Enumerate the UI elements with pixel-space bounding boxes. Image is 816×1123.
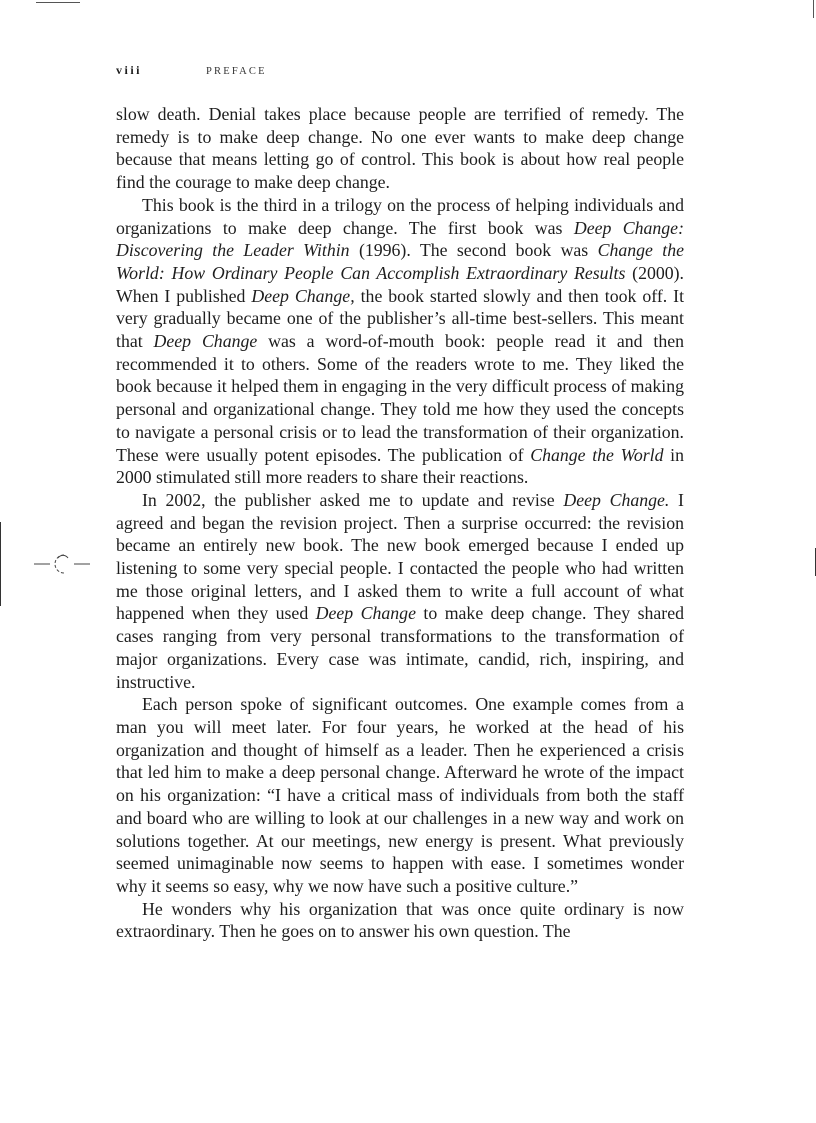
registration-mark-icon [34,550,90,578]
italic-title: Deep Change, [251,285,355,306]
text-run: (1996). The second book was [349,240,598,261]
italic-title: Deep Change: Discovering the Leader Within [116,217,685,261]
text-run: the book started slowly and then took off. It very gradually became one of the publisher’s all-time best-sellers. This meant that [116,285,685,352]
paragraph [116,693,684,897]
running-head [116,63,267,79]
section-title: PREFACE [206,66,267,77]
text-run: (2000). When I published [116,262,684,306]
italic-title: Deep Change [315,603,416,624]
italic-title: Deep Change. [563,489,670,510]
paragraph [116,194,684,489]
body-text [116,103,684,943]
text-run: Each person spoke of significant outcomes. One example comes from a man you will meet later. For four years, he worked at the head of his organization and thought of himself as a leader. Then he experienced a crisis that led him to make a deep personal change. Afterward he wrote of the impact on his organization: “I have a critical mass of individuals from both the staff and board who are willing to look at our challenges in a new way and work on solutions together. At our meetings, new energy is present. What previously seemed unimaginable now seems to happen with ease. I sometimes wonder why it seems so easy, why we now have such a positive culture.” [116,694,684,896]
crop-mark-right [813,0,814,18]
page-edge-left [0,522,1,606]
text-run: This book is the third in a trilogy on the process of helping individuals and organizations to make deep change. The first book was [116,194,684,238]
text-run: In 2002, the publisher asked me to update and revise [142,489,564,510]
text-run: slow death. Denial takes place because people are terrified of remedy. The remedy is to make deep change. No one ever wants to make deep change because that means letting go of control. This book is about how real people find the courage to make deep change. [116,104,684,193]
text-run: He wonders why his organization that was once quite ordinary is now extraordinary. Then he goes on to answer his own question. The [116,898,684,942]
text-run: was a word-of-mouth book: people read it and then recommended it to others. Some of the readers wrote to me. They liked the book because it helped them in engaging in the very difficult process of making personal and organizational change. They told me how they used the concepts to navigate a personal crisis or to lead the transformation of their organization. These were usually potent episodes. The publication of [116,331,685,465]
italic-title: Change the World: How Ordinary People Can Accomplish Extraordinary Results [116,240,685,283]
italic-title: Change the World [530,444,664,465]
crop-mark-top [36,2,80,3]
text-run: I agreed and began the revision project. Then a surprise occurred: the revision became an entirely new book. The new book emerged because I ended up listening to some very special people. I contacted the people who had written me those original letters, and I asked them to write a full account of what happened when they used [116,489,684,624]
paragraph [116,898,684,943]
text-run: to make deep change. They shared cases ranging from very personal transformations to the transformation of major organizations. Every case was intimate, candid, rich, inspiring, and instructive. [116,603,684,692]
paragraph [116,103,684,194]
page-number: viii [116,63,143,77]
paragraph [116,489,684,693]
italic-title: Deep Change [153,331,258,352]
text-run: in 2000 stimulated still more readers to share their reactions. [116,444,684,488]
